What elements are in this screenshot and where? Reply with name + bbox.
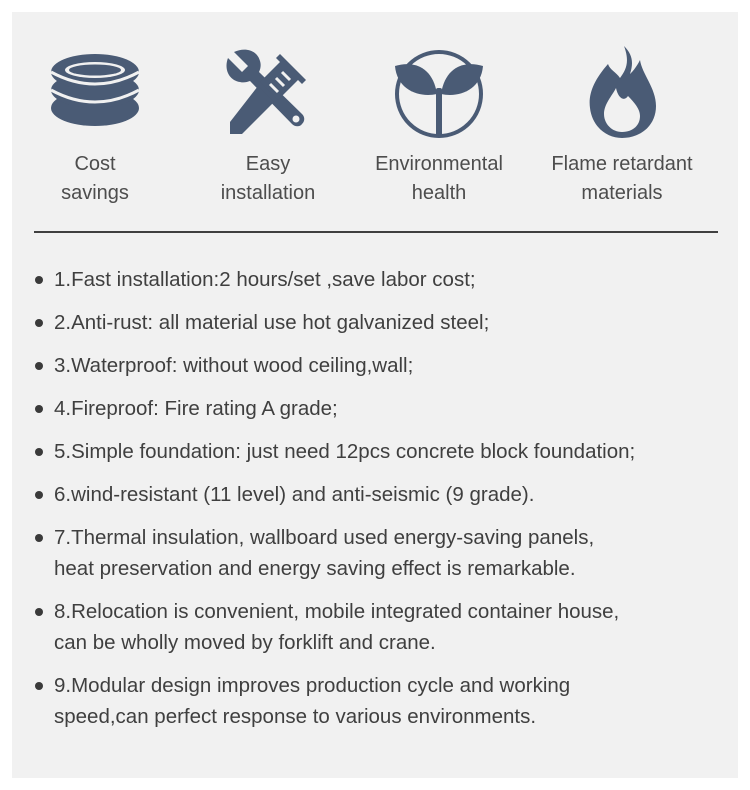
features-panel — [12, 12, 738, 778]
bullet-icon — [35, 682, 43, 690]
list-item-text: 8.Relocation is convenient, mobile integrated container house, can be wholly moved by forklift and crane. — [54, 600, 620, 654]
bullet-icon — [35, 319, 43, 327]
list-item — [31, 436, 731, 467]
bullet-icon — [35, 276, 43, 284]
coin-stack-icon — [47, 44, 143, 140]
list-item — [31, 522, 731, 584]
wrench-screwdriver-icon — [220, 44, 316, 140]
bullet-icon — [35, 405, 43, 413]
flame-icon — [574, 44, 670, 140]
feature-easy-installation — [208, 44, 328, 208]
feature-label: Easy installation — [220, 153, 316, 204]
feature-environmental-health — [364, 44, 514, 208]
list-item-text: 5.Simple foundation: just need 12pcs concrete block foundation; — [54, 440, 636, 463]
list-item-text: 7.Thermal insulation, wallboard used energy-saving panels, heat preservation and energy saving effect is remarkable. — [54, 526, 595, 580]
list-item — [31, 350, 731, 381]
list-item-text: 1.Fast installation:2 hours/set ,save labor cost; — [54, 268, 476, 291]
list-item — [31, 393, 731, 424]
list-item-text: 3.Waterproof: without wood ceiling,wall; — [54, 354, 414, 377]
feature-flame-retardant — [532, 44, 712, 208]
feature-label: Environmental health — [375, 153, 503, 204]
list-item — [31, 670, 731, 732]
bullet-icon — [35, 448, 43, 456]
bullet-icon — [35, 608, 43, 616]
feature-cost-savings — [35, 44, 155, 208]
feature-label: Cost savings — [61, 153, 129, 204]
sprout-leaf-icon — [391, 44, 487, 140]
list-item — [31, 307, 731, 338]
feature-label: Flame retardant materials — [551, 153, 693, 204]
list-item — [31, 596, 731, 658]
list-item-text: 6.wind-resistant (11 level) and anti-seismic (9 grade). — [54, 483, 535, 506]
list-item-text: 4.Fireproof: Fire rating A grade; — [54, 397, 338, 420]
list-item — [31, 264, 731, 295]
bullet-icon — [35, 491, 43, 499]
feature-list — [31, 264, 731, 744]
bullet-icon — [35, 534, 43, 542]
list-item-text: 2.Anti-rust: all material use hot galvanized steel; — [54, 311, 490, 334]
list-item — [31, 479, 731, 510]
bullet-icon — [35, 362, 43, 370]
section-divider — [34, 231, 718, 233]
list-item-text: 9.Modular design improves production cycle and working speed,can perfect response to various environments. — [54, 674, 571, 728]
